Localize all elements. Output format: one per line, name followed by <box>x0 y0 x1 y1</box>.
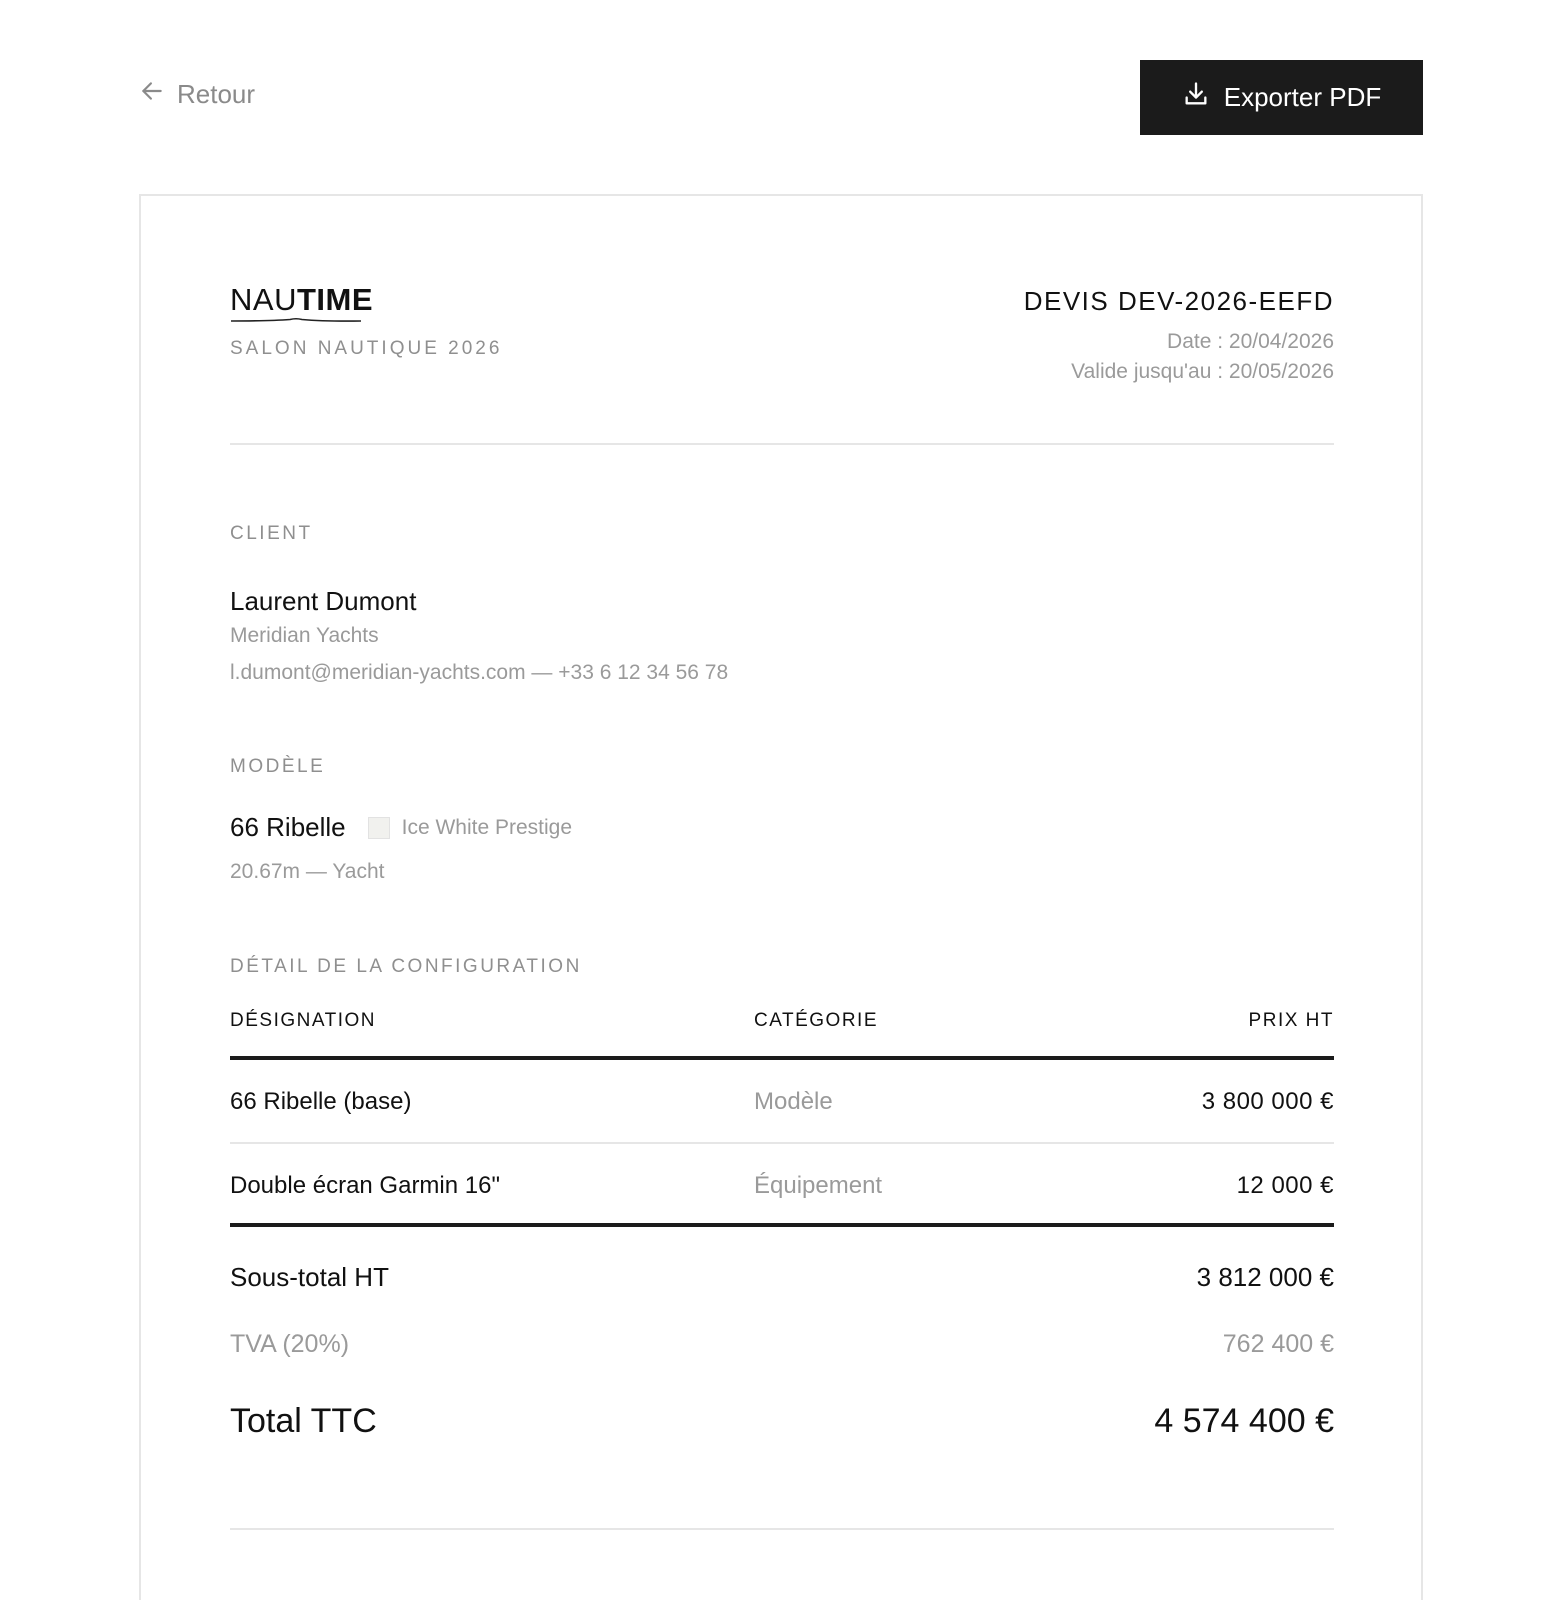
quote-document <box>139 194 1423 1600</box>
logo-text-bold: TIME <box>296 282 374 317</box>
brand-block <box>230 284 502 360</box>
row-category: Équipement <box>754 1172 883 1199</box>
table-header <box>230 1006 1334 1060</box>
column-header-price: PRIX HT <box>1248 1010 1334 1031</box>
footer-divider <box>230 1528 1334 1530</box>
logo-text-light: NAU <box>230 282 297 317</box>
quote-date: Date : 20/04/2026 <box>1167 330 1334 353</box>
arrow-left-icon <box>139 78 165 111</box>
quote-number: DEVIS DEV-2026-EEFD <box>1023 286 1334 316</box>
table-row <box>230 1144 1334 1227</box>
row-designation: 66 Ribelle (base) <box>230 1088 412 1115</box>
client-section-label: CLIENT <box>230 523 313 544</box>
header-divider <box>230 443 1334 445</box>
subtotal-label: Sous-total HT <box>230 1262 389 1292</box>
vat-label: TVA (20%) <box>230 1330 350 1358</box>
logo-wave-icon <box>230 316 362 324</box>
color-swatch <box>368 817 390 839</box>
color-chip <box>368 816 572 840</box>
color-name: Ice White Prestige <box>401 815 573 839</box>
top-bar <box>139 60 1423 135</box>
client-contact: l.dumont@meridian-yachts.com — +33 6 12 34 56 78 <box>230 661 729 684</box>
model-specs: 20.67m — Yacht <box>230 860 385 883</box>
subtotal-value: 3 812 000 € <box>1196 1262 1334 1292</box>
client-company: Meridian Yachts <box>230 624 379 647</box>
model-section-label: MODÈLE <box>230 756 326 777</box>
row-designation: Double écran Garmin 16" <box>230 1172 500 1199</box>
row-price: 12 000 € <box>1236 1172 1334 1199</box>
row-category: Modèle <box>754 1088 833 1115</box>
column-header-category: CATÉGORIE <box>754 1010 878 1031</box>
quote-validity: Valide jusqu'au : 20/05/2026 <box>1071 360 1334 383</box>
configuration-table <box>230 1006 1334 1227</box>
download-icon <box>1182 80 1210 115</box>
total-value: 4 574 400 € <box>1154 1402 1334 1440</box>
event-subtitle: SALON NAUTIQUE 2026 <box>230 338 503 359</box>
export-pdf-button[interactable] <box>1140 60 1423 135</box>
total-label: Total TTC <box>230 1402 377 1440</box>
document-header <box>230 284 1334 404</box>
quote-meta <box>1024 286 1334 387</box>
back-label: Retour <box>177 79 256 109</box>
model-name: 66 Ribelle <box>230 812 346 842</box>
configuration-section-label: DÉTAIL DE LA CONFIGURATION <box>230 956 582 977</box>
client-name: Laurent Dumont <box>230 586 417 616</box>
table-row <box>230 1060 1334 1144</box>
export-label: Exporter PDF <box>1223 82 1382 112</box>
nautime-logo <box>230 284 373 324</box>
back-link[interactable] <box>139 78 255 111</box>
column-header-designation: DÉSIGNATION <box>230 1010 376 1031</box>
vat-value: 762 400 € <box>1222 1330 1334 1358</box>
row-price: 3 800 000 € <box>1201 1088 1334 1115</box>
model-row <box>230 812 572 843</box>
